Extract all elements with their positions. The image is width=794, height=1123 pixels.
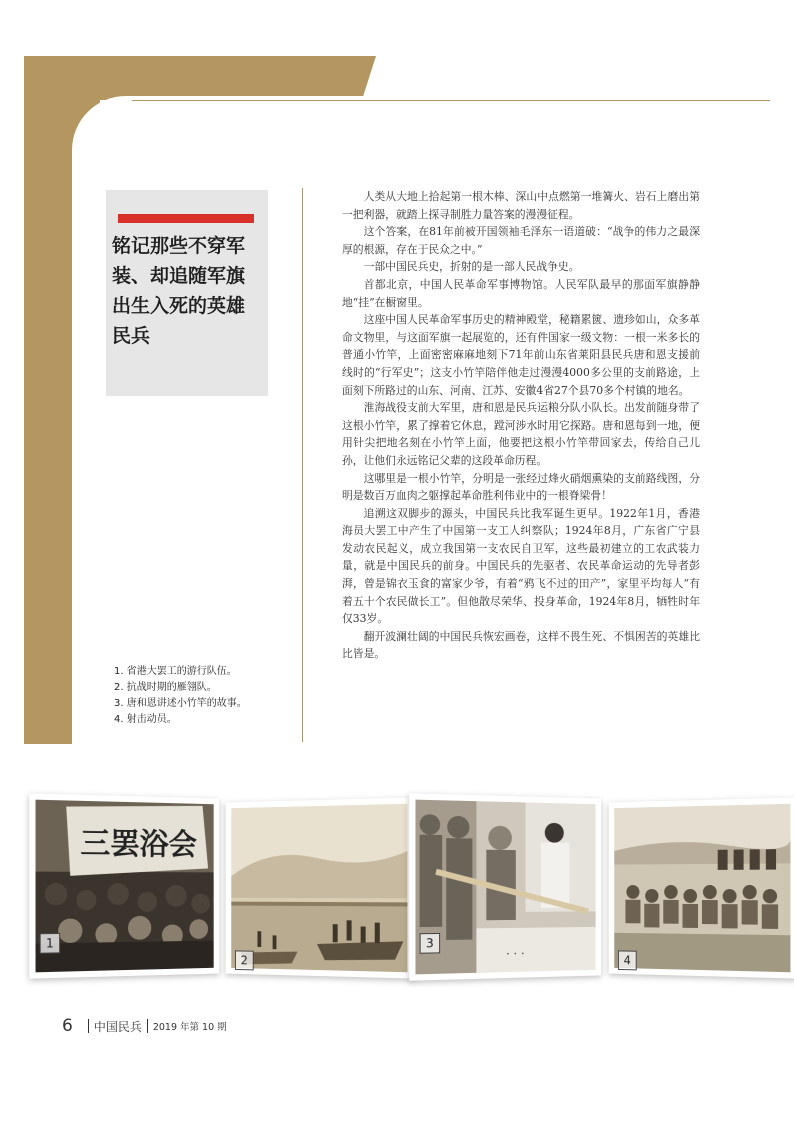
footer-divider (88, 1019, 89, 1033)
banner-text: 三罢浴会 (80, 826, 197, 863)
photo-number: 2 (235, 950, 254, 970)
photo-captions (114, 664, 289, 728)
caption-4: 4. 射击动员。 (114, 714, 177, 725)
shooting-rally-image (614, 804, 790, 973)
top-rule (132, 100, 770, 101)
issue-label: 2019 年第 10 期 (152, 1022, 227, 1033)
paragraph: 人类从大地上拾起第一根木棒、深山中点燃第一堆篝火、岩石上磨出第一把利器，就踏上探寻制胜力量答案的漫漫征程。 (342, 190, 700, 221)
caption-2: 2. 抗战时期的雁翎队。 (114, 682, 217, 693)
photo-shooting-rally (609, 797, 794, 978)
paragraph: 淮海战役支前大军里，唐和恩是民兵运粮分队小队长。出发前随身带了这根小竹竿，累了撑着它休息，蹚河涉水时用它探路。唐和恩每到一地，便用针尖把地名刻在小竹竿上面，他要把这根小竹竿带回家去，传给自己儿孙，让他们永远铭记父辈的这段革命历程。 (342, 401, 700, 467)
boats-on-lake-image (231, 804, 407, 973)
paragraph: 翻开波澜壮阔的中国民兵恢宏画卷，这样不畏生死、不惧困苦的英雄比比皆是。 (342, 629, 700, 661)
strike-march-image (36, 800, 214, 973)
photo-strike-march (29, 793, 219, 978)
photo-wild-goose-squad (226, 797, 414, 978)
paragraph: 首都北京，中国人民革命军事博物馆。人民军队最早的那面军旗静静地“挂”在橱窗里。 (342, 277, 700, 309)
pull-quote-red-bar (118, 214, 254, 223)
photo-number: 1 (40, 933, 60, 954)
column-divider (302, 188, 303, 742)
page-footer (62, 1016, 227, 1036)
caption-3: 3. 唐和恩讲述小竹竿的故事。 (114, 698, 247, 709)
paragraph: 一部中国民兵史，折射的是一部人民战争史。 (363, 260, 580, 274)
paragraph: 这个答案，在81年前被开国领袖毛泽东一语道破：“战争的伟力之最深厚的根源，存在于民众之中。” (342, 225, 700, 256)
caption-1: 1. 省港大罢工的游行队伍。 (114, 666, 237, 677)
photo-number: 4 (618, 950, 637, 970)
pull-quote: 铭记那些不穿军装、却追随军旗出生入死的英雄民兵 (112, 235, 246, 347)
pull-quote-box (106, 190, 268, 396)
page-number: 6 (62, 1016, 73, 1036)
paragraph: 追溯这双脚步的源头，中国民兵比我军诞生更早。1922年1月，香港海员大罢工中产生了中国第一支工人纠察队；1924年8月，广东省广宁县发动农民起义，成立我国第一支农民自卫军，这些最初建立的工农武装力量，就是中国民兵的前身。中国民兵的先驱者、农民革命运动的先导者彭湃，曾是锦衣玉食的富家少爷，有着“鸦飞不过的田产”，家里平均每人“有着五十个农民做长工”。但他散尽荣华、投身革命，1924年8月，牺牲时年仅33岁。 (342, 506, 700, 626)
bamboo-pole-image (415, 800, 595, 975)
paragraph: 这座中国人民革命军事历史的精神殿堂，秘籍累篋、遗珍如山，众多革命文物里，与这面军旗一起展览的，还有件国家一级文物：一根一米多长的普通小竹竿，上面密密麻麻地刻下71年前山东省莱阳县民兵唐和恩支援前线时的“行军史”；这支小竹竿陪伴他走过漫漫4000多公里的支前路途，上面刻下所路过的山东、河南、江苏、安徽4省27个县70多个村镇的地名。 (342, 313, 700, 397)
magazine-name: 中国民兵 (93, 1019, 142, 1034)
photo-number: 3 (420, 933, 441, 954)
svg-text:· · ·: · · · (506, 946, 525, 962)
footer-divider (147, 1019, 148, 1033)
paragraph: 这哪里是一根小竹竿，分明是一张经过烽火硝烟熏染的支前路线图，分明是数百万血肉之躯撑起革命胜利伟业中的一根脊梁骨！ (342, 471, 700, 503)
photo-bamboo-pole (409, 793, 601, 980)
article-body (342, 188, 700, 663)
